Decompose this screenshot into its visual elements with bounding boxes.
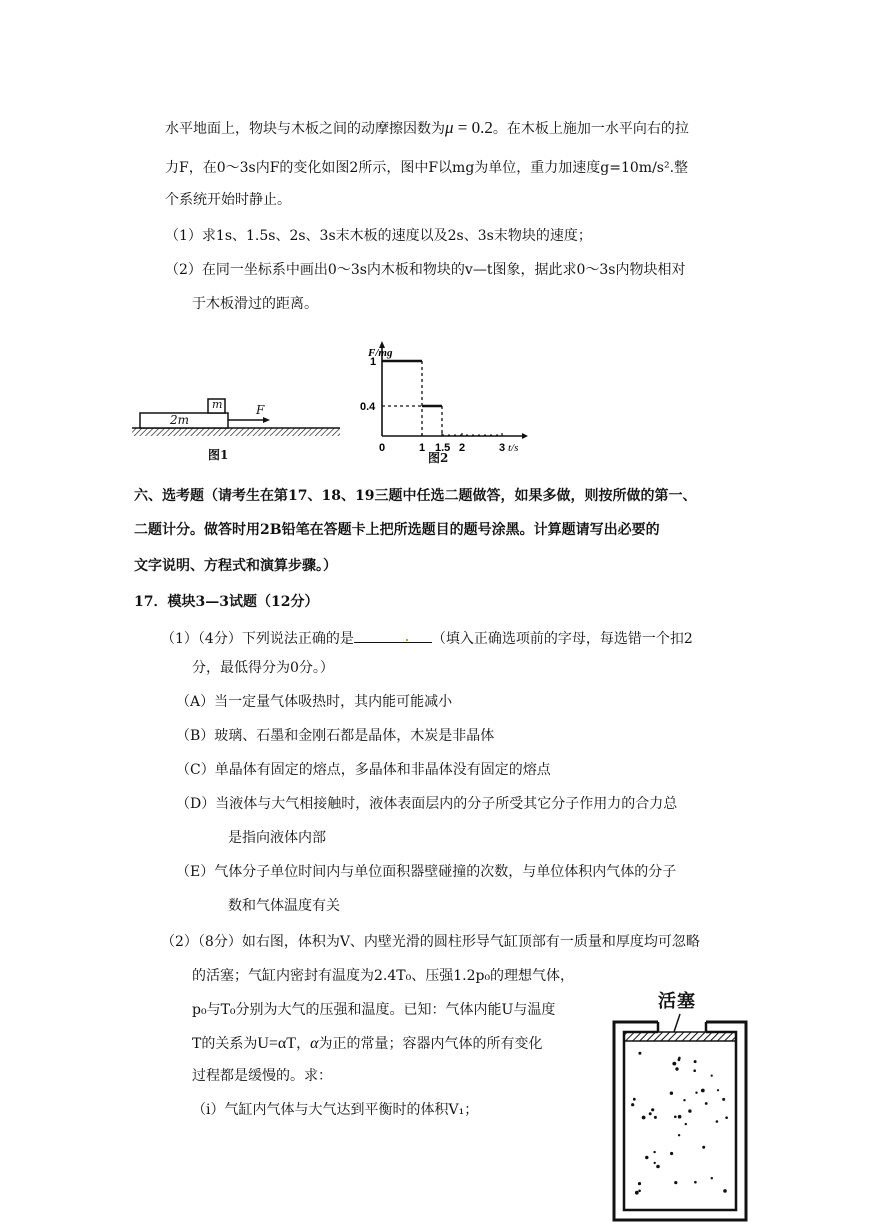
q17-part1-prompt: （1）（4分）下列说法正确的是 (161, 631, 354, 647)
mu-value: = 0.2 (453, 118, 493, 137)
q17-part2-line-3: p₀与T₀分别为大气的压强和温度。已知：气体内能U与温度 (192, 1002, 556, 1018)
x-tick-label: 3 (499, 442, 506, 454)
gas-particle (717, 1089, 719, 1091)
gas-particle (678, 1058, 681, 1061)
gas-particle (653, 1151, 655, 1153)
gas-particle (716, 1120, 719, 1123)
q17-title: 17．模块3—3试题（12分） (134, 594, 319, 610)
section-6-line-1: 六、选考题（请考生在第17、18、19三题中任选二题做答，如果多做，则按所做的第一、 (134, 488, 697, 504)
intro-text: 。在木板上施加一水平向右的拉 (492, 121, 689, 137)
q17-part1-instruction: （填入正确选项前的字母，每选错一个扣2 (431, 631, 693, 647)
intro-text: 水平地面上，物块与木板之间的动摩擦因数为 (165, 121, 445, 137)
y-tick-label: 1 (370, 356, 377, 368)
question-2-line-1: （2）在同一坐标系中画出0～3s内木板和物块的v—t图象，据此求0～3s内物块相对 (165, 262, 686, 278)
gas-particle (638, 1052, 641, 1055)
ground-hatch (132, 428, 340, 436)
cylinder-figure (600, 988, 760, 1224)
x-tick-label: 1 (419, 442, 426, 454)
section-6-line-3: 文字说明、方程式和演算步骤。） (134, 558, 337, 574)
gas-particle (694, 1060, 697, 1063)
figure-2-caption: 图2 (428, 451, 449, 465)
gas-particle (688, 1109, 691, 1112)
option-e-line-2: 数和气体温度有关 (228, 898, 340, 914)
gas-particle (678, 1115, 682, 1119)
gas-particle (725, 1116, 728, 1119)
y-axis-label: F/mg (368, 347, 393, 359)
gas-particle (705, 1102, 708, 1105)
gas-particle (694, 1181, 697, 1184)
gas-particle (645, 1156, 648, 1159)
answer-blank[interactable] (354, 628, 432, 643)
gas-particle (674, 1181, 677, 1184)
gas-particle (695, 1092, 697, 1094)
y-tick-label: 0.4 (360, 401, 376, 413)
mu-symbol: μ (445, 118, 454, 137)
option-e-line-1: （E）气体分子单位时间内与单位面积器壁碰撞的次数，与单位体积内气体的分子 (176, 864, 677, 880)
block-label: m (212, 398, 223, 411)
section-6-line-2: 二题计分。做答时用2B铅笔在答题卡上把所选题目的题号涂黑。计算题请写出必要的 (134, 522, 660, 538)
gas-particle (711, 1075, 713, 1077)
figure-1-drawing (128, 385, 358, 465)
gas-particle (701, 1089, 705, 1093)
x-tick-label: 2 (459, 442, 466, 454)
intro-line-2: 力F，在0～3s内F的变化如图2所示，图中F以mg为单位，重力加速度g=10m/s².整 (165, 160, 689, 176)
gas-particle (672, 1062, 676, 1066)
gas-particle (722, 1098, 725, 1101)
figure-1 (128, 385, 358, 465)
gas-particle (702, 1146, 705, 1149)
gas-particle (638, 1182, 641, 1185)
option-c: （C）单晶体有固定的熔点，多晶体和非晶体没有固定的熔点 (176, 762, 551, 778)
force-label: F (256, 403, 265, 417)
gas-particle (642, 1116, 646, 1120)
gas-particle (723, 1189, 727, 1193)
intro-line-3: 个系统开始时静止。 (165, 192, 291, 208)
gas-particle (678, 1134, 680, 1136)
gas-particle (674, 1116, 677, 1119)
q17-part2-line-4 (192, 1034, 542, 1053)
option-d-line-2: 是指向液体内部 (228, 830, 326, 846)
option-b: （B）玻璃、石墨和金刚石都是晶体，木炭是非晶体 (176, 728, 495, 744)
intro-line-1 (165, 118, 689, 138)
q17-part2-sub-i: （i）气缸内气体与大气达到平衡时的体积V₁； (192, 1102, 479, 1118)
q17-part2-line-2: 的活塞；气缸内密封有温度为2.4T₀、压强1.2p₀的理想气体， (192, 968, 575, 984)
option-a: （A）当一定量气体吸热时，其内能可能减小 (176, 694, 453, 710)
q17-part2-line-5: 过程都是缓慢的。求： (192, 1068, 332, 1084)
q17-part1-line-2: 分，最低得分为0分。） (192, 660, 334, 676)
figure-1-caption: 图1 (208, 448, 229, 462)
gas-particle (683, 1099, 685, 1101)
gas-particle (651, 1108, 654, 1111)
piston-leader-line (674, 1014, 680, 1032)
gas-particle (656, 1165, 660, 1169)
gas-particle (675, 1067, 678, 1070)
board-label: 2m (170, 413, 190, 427)
x-axis-arrow (522, 433, 528, 439)
q17-part1-line-1 (161, 628, 693, 648)
gas-particle (711, 1177, 713, 1179)
gas-particle (649, 1112, 652, 1115)
gas-particle (635, 1191, 639, 1195)
gas-particle (638, 1190, 641, 1193)
gas-particle (670, 1152, 673, 1155)
force-arrowhead (263, 417, 270, 423)
q17-part2-text: ， (296, 1036, 311, 1052)
piston-label: 活塞 (658, 991, 696, 1012)
gas-particles (631, 1052, 728, 1195)
gas-particle (631, 1103, 634, 1106)
gas-particle (670, 1092, 673, 1095)
alpha-symbol: α (310, 1035, 319, 1052)
question-2-line-2: 于木板滑过的距离。 (192, 296, 318, 312)
option-d-line-1: （D）当液体与大气相接触时，液体表面层内的分子所受其它分子作用力的合力总 (176, 796, 678, 812)
gas-particle (654, 1116, 657, 1119)
gas-particle (693, 1069, 696, 1072)
figure-2 (350, 338, 580, 468)
gas-particle (633, 1098, 636, 1101)
x-tick-label: 1.5 (435, 442, 451, 454)
q17-part2-text: 为正的常量；容器内气体的所有变化 (318, 1036, 543, 1052)
gas-particle (654, 1162, 656, 1164)
q17-part2-line-1: （2）（8分）如右图，体积为V、内壁光滑的圆柱形导气缸顶部有一质量和厚度均可忽略 (161, 934, 700, 950)
q17-part2-text: T的关系为 (192, 1036, 258, 1052)
x-tick-label: 0 (379, 442, 386, 454)
piston (624, 1032, 736, 1041)
x-axis-label: t/s (508, 442, 519, 454)
energy-formula: U=αT (257, 1035, 297, 1052)
question-1: （1）求1s、1.5s、2s、3s末木板的速度以及2s、3s末物块的速度； (165, 228, 592, 244)
cylinder-drawing (600, 988, 760, 1224)
force-time-chart (350, 338, 580, 468)
gas-particle (685, 1123, 687, 1125)
